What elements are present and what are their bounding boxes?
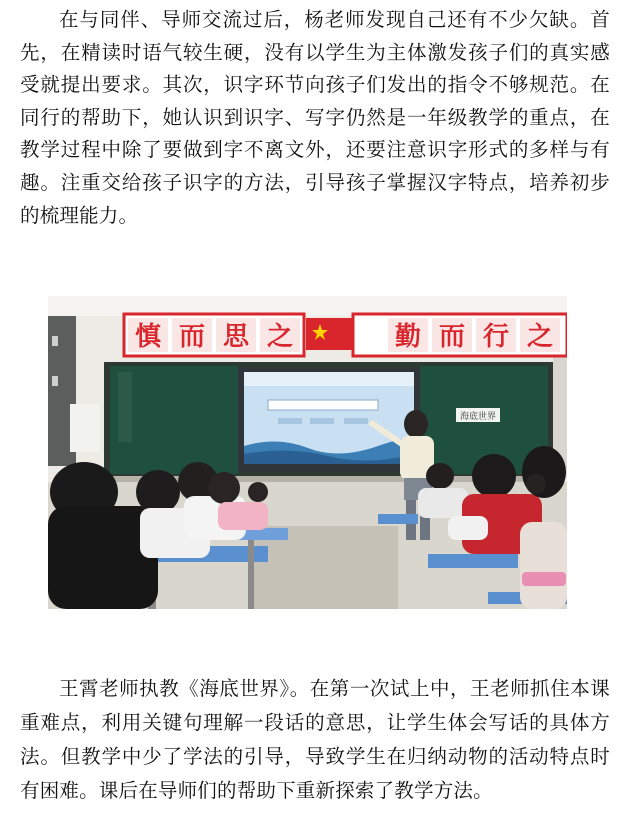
banner-char: 慎 [134, 322, 162, 352]
banner-char: 行 [482, 322, 510, 352]
banner-char: 之 [266, 322, 294, 352]
board-card-text: 海底世界 [459, 412, 497, 422]
banner-char: 之 [526, 322, 554, 352]
banner-char: 而 [438, 322, 466, 352]
article-paragraph-1: 在与同伴、导师交流过后，杨老师发现自己还有不少欠缺。首先，在精读时语气较生硬，没有以学生为主体激发孩子们的真实感受就提出要求。其次，识字环节向孩子们发出的指令不够规范。在同行的帮助下，她认识到识字、写字仍然是一年级教学的重点，在教学过程中除了要做到字不离文外，还要注意识字形式的多样与有趣。注重交给孩子识字的方法，引导孩子掌握汉字特点，培养初步的梳理能力。 [20, 8, 610, 227]
banner-char: 而 [178, 322, 206, 352]
banner-char: 勤 [394, 322, 422, 352]
banner-char: 思 [222, 322, 250, 352]
classroom-photo [48, 296, 567, 609]
article-paragraph-2: 王霄老师执教《海底世界》。在第一次试上中，王老师抓住本课重难点，利用关键句理解一段话的意思，让学生体会写话的具体方法。但教学中少了学法的引导，导致学生在归纳动物的活动特点时有困难。课后在导师们的帮助下重新探索了教学方法。 [20, 677, 610, 802]
